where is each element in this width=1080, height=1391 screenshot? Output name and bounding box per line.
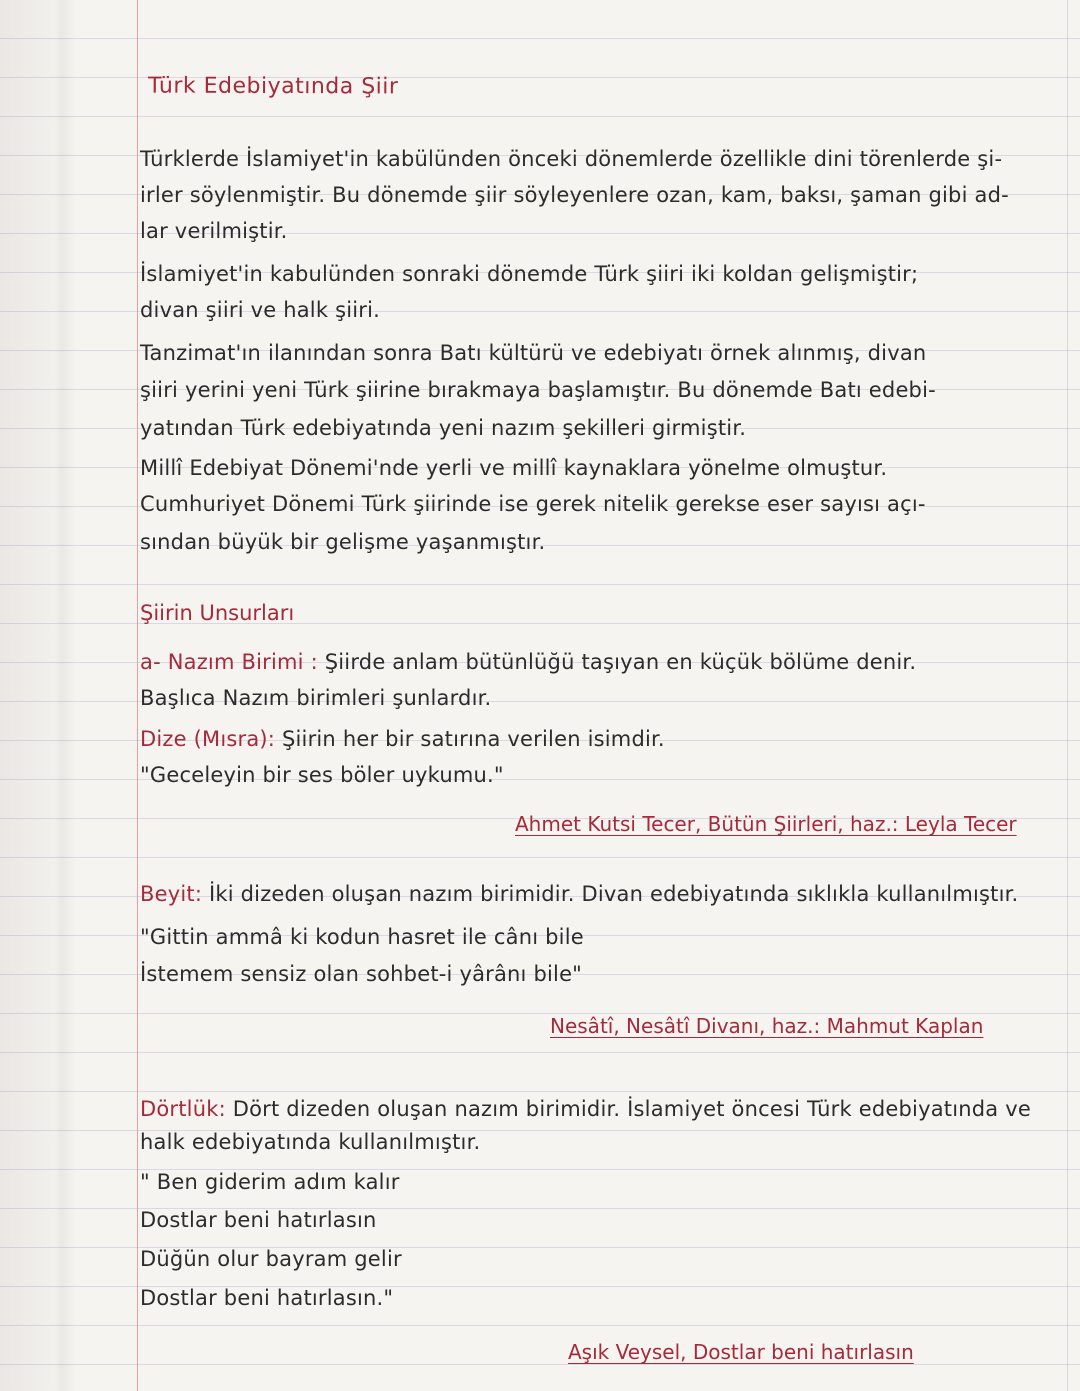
beyit-text: İki dizeden oluşan nazım birimidir. Divan edebiyatında sıklıkla kullanılmıştır.: [202, 882, 1019, 906]
intro-line-4: İslamiyet'in kabulünden sonraki dönemde Türk şiiri iki koldan gelişmiştir;: [140, 262, 919, 286]
dize-source: Ahmet Kutsi Tecer, Bütün Şiirleri, haz.: Leyla Tecer: [515, 812, 1017, 836]
beyit-line: [140, 882, 1018, 906]
section-heading: Şiirin Unsurları: [140, 601, 295, 625]
dize-label: Dize (Mısra):: [140, 727, 276, 751]
beyit-label: Beyit:: [140, 882, 203, 906]
dortluk-quote-line-2: Dostlar beni hatırlasın: [140, 1208, 377, 1232]
dortluk-label: Dörtlük:: [140, 1097, 226, 1121]
page-title: Türk Edebiyatında Şiir: [147, 73, 399, 100]
nazim-birimi-line: [140, 650, 916, 674]
right-edge-rule: [1067, 0, 1068, 1391]
intro-line-3: lar verilmiştir.: [140, 219, 288, 243]
intro-line-10: Cumhuriyet Dönemi Türk şiirinde ise gerek nitelik gerekse eser sayısı açı-: [140, 492, 926, 516]
margin-line: [137, 0, 138, 1391]
intro-line-7: şiiri yerini yeni Türk şiirine bırakmaya başlamıştır. Bu dönemde Batı edebi-: [140, 378, 936, 402]
intro-line-8: yatından Türk edebiyatında yeni nazım şekilleri girmiştir.: [140, 416, 747, 440]
intro-line-9: Millî Edebiyat Dönemi'nde yerli ve millî kaynaklara yönelme olmuştur.: [140, 456, 888, 480]
dortluk-quote-line-1: " Ben giderim adım kalır: [140, 1170, 400, 1194]
dortluk-quote-line-3: Düğün olur bayram gelir: [140, 1247, 402, 1271]
nazim-birimi-text: Şiirde anlam bütünlüğü taşıyan en küçük bölüme denir.: [317, 650, 917, 674]
page-bleed-area: [0, 0, 80, 1391]
intro-line-6: Tanzimat'ın ilanından sonra Batı kültürü ve edebiyatı örnek alınmış, divan: [140, 341, 927, 365]
nazim-birimi-label: a- Nazım Birimi :: [140, 650, 318, 674]
beyit-quote-line-2: İstemem sensiz olan sohbet-i yârânı bile": [140, 962, 583, 986]
dortluk-text-line-2: halk edebiyatında kullanılmıştır.: [140, 1130, 481, 1154]
nazim-birimi-followup: Başlıca Nazım birimleri şunlardır.: [140, 686, 492, 710]
intro-line-2: irler söylenmiştir. Bu dönemde şiir söyleyenlere ozan, kam, baksı, şaman gibi ad-: [140, 183, 1009, 207]
dortluk-line: [140, 1097, 1031, 1121]
beyit-source: Nesâtî, Nesâtî Divanı, haz.: Mahmut Kaplan: [550, 1014, 984, 1038]
dize-quote: "Geceleyin bir ses böler uykumu.": [140, 763, 504, 787]
intro-line-5: divan şiiri ve halk şiiri.: [140, 298, 381, 322]
page-content: [140, 0, 1060, 1391]
intro-line-1: Türklerde İslamiyet'in kabülünden önceki dönemlerde özellikle dini törenlerde şi-: [140, 147, 1003, 171]
dize-text: Şiirin her bir satırına verilen isimdir.: [275, 727, 665, 751]
dortluk-quote-line-4: Dostlar beni hatırlasın.": [140, 1286, 394, 1310]
dize-line: [140, 727, 665, 751]
beyit-quote-line-1: "Gittin ammâ ki kodun hasret ile cânı bile: [140, 925, 584, 949]
dortluk-source: Aşık Veysel, Dostlar beni hatırlasın: [568, 1340, 914, 1364]
dortluk-text: Dört dizeden oluşan nazım birimidir. İslamiyet öncesi Türk edebiyatında ve: [225, 1097, 1031, 1121]
intro-line-11: sından büyük bir gelişme yaşanmıştır.: [140, 530, 546, 554]
